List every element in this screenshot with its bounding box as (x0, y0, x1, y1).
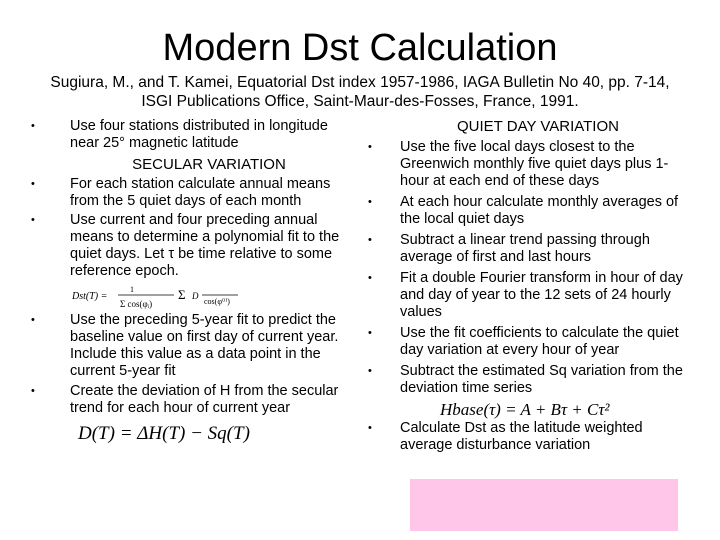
bullet-icon: • (368, 141, 372, 153)
left-column (28, 118, 348, 445)
bullet-icon: • (368, 327, 372, 339)
list-item (368, 194, 688, 228)
svg-text:cos(φ⁽ⁱ⁾): cos(φ⁽ⁱ⁾) (204, 297, 230, 306)
item-text: Subtract the estimated Sq variation from the deviation time series (400, 363, 683, 396)
quiet-day-heading: QUIET DAY VARIATION (457, 118, 619, 135)
bullet-icon: • (31, 120, 35, 132)
baseline-formula-text: Hbase(τ) = A + Bτ + Cτ² (440, 400, 610, 419)
citation: Sugiura, M., and T. Kamei, Equatorial Dst index 1957-1986, IAGA Bulletin No 40, pp. 7-14, ISGI Publications Office, Saint-Maur-des-Fosses, France, 1991. (50, 74, 670, 110)
bullet-icon: • (368, 272, 372, 284)
list-item (28, 212, 348, 280)
bullet-icon: • (368, 196, 372, 208)
list-item (28, 118, 348, 152)
list-item (28, 176, 348, 210)
list-item (28, 312, 348, 380)
item-text: Fit a double Fourier transform in hour of day and day of year to the 12 sets of 24 hourly values (400, 270, 683, 320)
bullet-icon: • (31, 178, 35, 190)
list-item (368, 139, 688, 190)
bullet-icon: • (31, 385, 35, 397)
bullet-icon: • (368, 234, 372, 246)
list-item (368, 232, 688, 266)
item-text: Use current and four preceding annual means to determine a polynomial fit to the quiet days. Let τ be time relative to some reference epoch. (70, 212, 340, 279)
secular-variation-heading: SECULAR VARIATION (132, 156, 286, 173)
dst-formula (28, 280, 348, 310)
item-text: At each hour calculate monthly averages of the local quiet days (400, 194, 679, 227)
baseline-formula (368, 401, 688, 419)
deviation-formula (28, 423, 348, 445)
item-text: Use the preceding 5-year fit to predict the baseline value on first day of current year. Include this value as a data point in the current 5-year fit (70, 312, 339, 379)
svg-text:1: 1 (130, 285, 134, 294)
bullet-icon: • (368, 365, 372, 377)
right-column (368, 118, 688, 454)
slide-title: Modern Dst Calculation (162, 27, 558, 69)
item-text: For each station calculate annual means from the 5 quiet days of each month (70, 176, 331, 209)
svg-text:Σ: Σ (178, 287, 186, 302)
svg-text:Σ cos(φᵢ): Σ cos(φᵢ) (120, 299, 153, 309)
item-text: Use the fit coefficients to calculate the quiet day variation at every hour of year (400, 325, 679, 358)
list-item (368, 420, 688, 454)
list-item (368, 270, 688, 321)
item-text: Use the five local days closest to the Greenwich monthly five quiet days plus 1-hour at each end of these days (400, 139, 669, 189)
dst-formula-image (70, 280, 270, 310)
bullet-icon: • (368, 422, 372, 434)
item-text: Create the deviation of H from the secular trend for each hour of current year (70, 383, 339, 416)
bullet-icon: • (31, 214, 35, 226)
item-text: Use four stations distributed in longitude near 25° magnetic latitude (70, 118, 328, 151)
svg-text:D: D (192, 291, 199, 301)
list-item (368, 325, 688, 359)
list-item (368, 363, 688, 397)
bullet-icon: • (31, 314, 35, 326)
highlight-box (410, 479, 678, 531)
item-text: Subtract a linear trend passing through average of first and last hours (400, 232, 650, 265)
list-item (28, 383, 348, 417)
deviation-formula-text: D(T) = ΔH(T) − Sq(T) (78, 423, 250, 444)
svg-text:Dst(T) =: Dst(T) = (72, 291, 108, 302)
item-text: Calculate Dst as the latitude weighted average disturbance variation (400, 420, 643, 453)
